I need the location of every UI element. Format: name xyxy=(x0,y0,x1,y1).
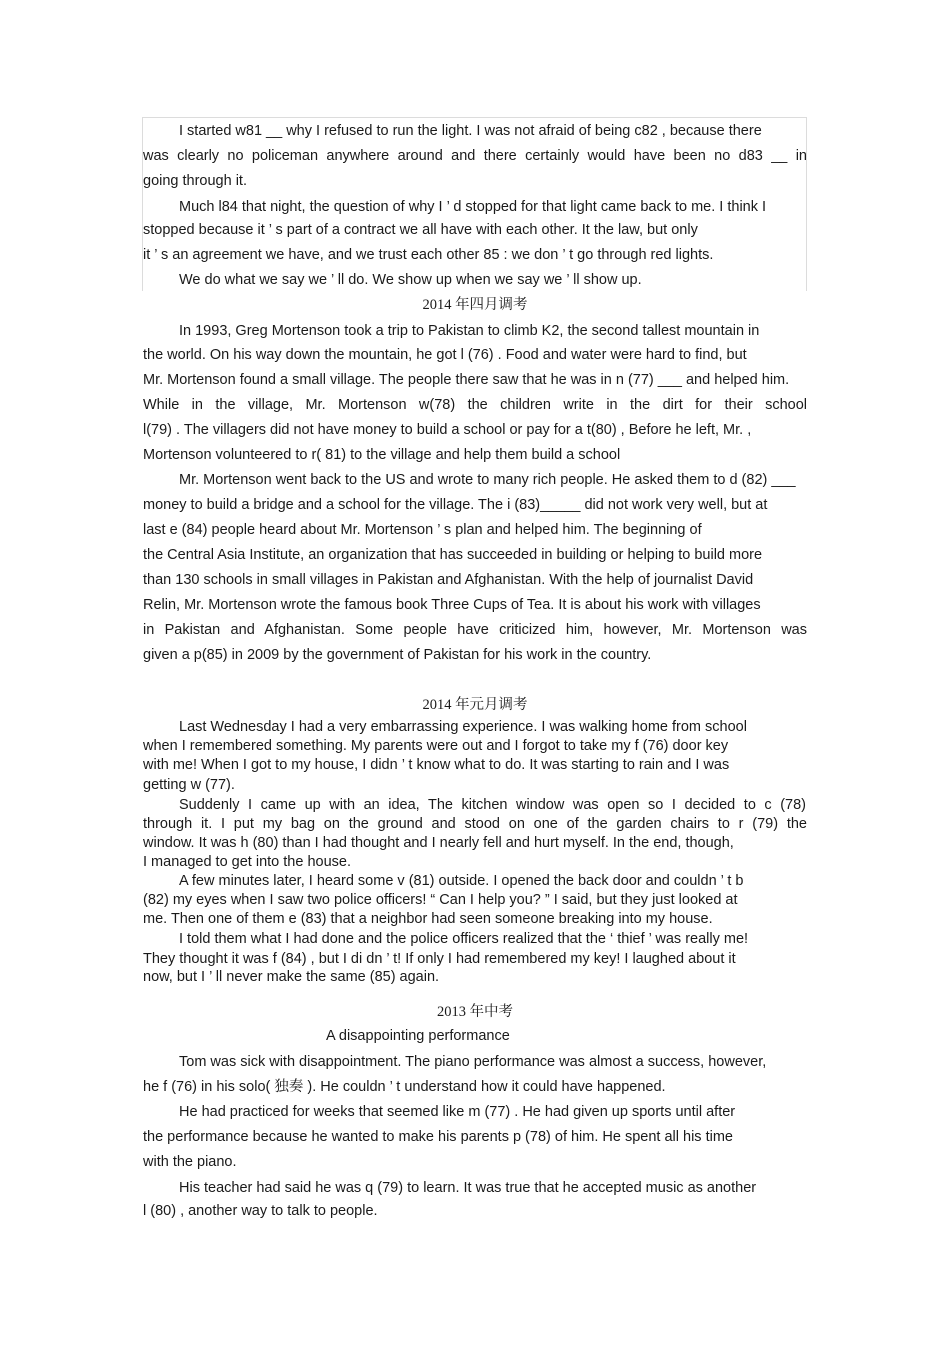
april-line-9: last e (84) people heard about Mr. Mortenson ’ s plan and helped him. The beginning of xyxy=(143,522,702,538)
april-line-7: Mr. Mortenson went back to the US and wrote to many rich people. He asked them to d (82) ___ xyxy=(179,472,796,488)
january-line-3: with me! When I got to my house, I didn ’ t know what to do. It was starting to rain and I was xyxy=(143,757,730,773)
january-line-4: getting w (77). xyxy=(143,777,235,793)
january-line-5: Suddenly I came up with an idea, The kitchen window was open so I decided to c (78) xyxy=(179,797,806,813)
january-line-7: window. It was h (80) than I had thought and I nearly fell and hurt myself. In the end, though, xyxy=(143,835,734,851)
april-line-6: Mortenson volunteered to r( 81) to the village and help them build a school xyxy=(143,447,621,463)
january-line-11: me. Then one of them e (83) that a neighbor had seen someone breaking into my house. xyxy=(143,911,713,927)
passage1-line-1: I started w81 __ why I refused to run the light. I was not afraid of being c82 , because there xyxy=(179,123,762,139)
april-line-14: given a p(85) in 2009 by the government of Pakistan for his work in the country. xyxy=(143,647,652,663)
section-heading-2013-zhongkao: 2013 年中考 xyxy=(436,1004,514,1020)
january-line-8: I managed to get into the house. xyxy=(143,854,351,870)
january-line-6: through it. I put my bag on the ground and stood on one of the garden chairs to r (79) the xyxy=(143,816,807,832)
passage1-line-3: going through it. xyxy=(143,173,247,189)
january-line-12: I told them what I had done and the police officers realized that the ‘ thief ’ was really me! xyxy=(179,931,749,947)
april-line-3: Mr. Mortenson found a small village. The people there saw that he was in n (77) ___ and helped him. xyxy=(143,372,790,388)
passage1-line-4: Much l84 that night, the question of why I ’ d stopped for that light came back to me. I think I xyxy=(179,199,767,215)
passage1-line-2: was clearly no policeman anywhere around and there certainly would have been no d83 __ in xyxy=(143,148,807,164)
april-line-2: the world. On his way down the mountain, he got l (76) . Food and water were hard to find, but xyxy=(143,347,747,363)
zhongkao-line-3: He had practiced for weeks that seemed like m (77) . He had given up sports until after xyxy=(179,1104,736,1120)
january-line-1: Last Wednesday I had a very embarrassing experience. I was walking home from school xyxy=(179,719,747,735)
zhongkao-line-4: the performance because he wanted to make his parents p (78) of him. He spent all his time xyxy=(143,1129,733,1145)
april-line-8: money to build a bridge and a school for the village. The i (83)_____ did not work very well, but at xyxy=(143,497,768,513)
zhongkao-line-1: Tom was sick with disappointment. The piano performance was almost a success, however, xyxy=(179,1054,767,1070)
section-heading-2014-april: 2014 年四月调考 xyxy=(422,297,528,313)
april-line-5: l(79) . The villagers did not have money to build a school or pay for a t(80) , Before he left, Mr. , xyxy=(143,422,752,438)
zhongkao-line-5: with the piano. xyxy=(143,1154,237,1170)
january-line-10: (82) my eyes when I saw two police officers! “ Can I help you? ” I said, but they just looked at xyxy=(143,892,738,908)
passage1-line-6: it ’ s an agreement we have, and we trust each other 85 : we don ’ t go through red lights. xyxy=(143,247,714,263)
april-line-4: While in the village, Mr. Mortenson w(78) the children write in the dirt for their school xyxy=(143,397,807,413)
zhongkao-line-7: l (80) , another way to talk to people. xyxy=(143,1203,378,1219)
passage-title: A disappointing performance xyxy=(326,1028,510,1044)
april-line-10: the Central Asia Institute, an organization that has succeeded in building or helping to build more xyxy=(143,547,763,563)
april-line-1: In 1993, Greg Mortenson took a trip to Pakistan to climb K2, the second tallest mountain in xyxy=(179,323,760,339)
april-line-11: than 130 schools in small villages in Pakistan and Afghanistan. With the help of journalist David xyxy=(143,572,754,588)
passage1-line-5: stopped because it ’ s part of a contract we all have with each other. It the law, but only xyxy=(143,222,698,238)
april-line-13: in Pakistan and Afghanistan. Some people have criticized him, however, Mr. Mortenson was xyxy=(143,622,807,638)
january-line-14: now, but I ’ ll never make the same (85) again. xyxy=(143,969,440,985)
april-line-12: Relin, Mr. Mortenson wrote the famous book Three Cups of Tea. It is about his work with villages xyxy=(143,597,761,613)
zhongkao-line-2: he f (76) in his solo( 独奏 ). He couldn ’ t understand how it could have happened. xyxy=(143,1079,666,1095)
section-heading-2014-january: 2014 年元月调考 xyxy=(422,697,528,713)
january-line-9: A few minutes later, I heard some v (81) outside. I opened the back door and couldn ’ t b xyxy=(179,873,744,889)
zhongkao-line-6: His teacher had said he was q (79) to learn. It was true that he accepted music as another xyxy=(179,1180,757,1196)
passage1-line-7: We do what we say we ’ ll do. We show up when we say we ’ ll show up. xyxy=(179,272,642,288)
january-line-13: They thought it was f (84) , but I di dn ’ t! If only I had remembered my key! I laughed about it xyxy=(143,951,736,967)
january-line-2: when I remembered something. My parents were out and I forgot to take my f (76) door key xyxy=(143,738,729,754)
